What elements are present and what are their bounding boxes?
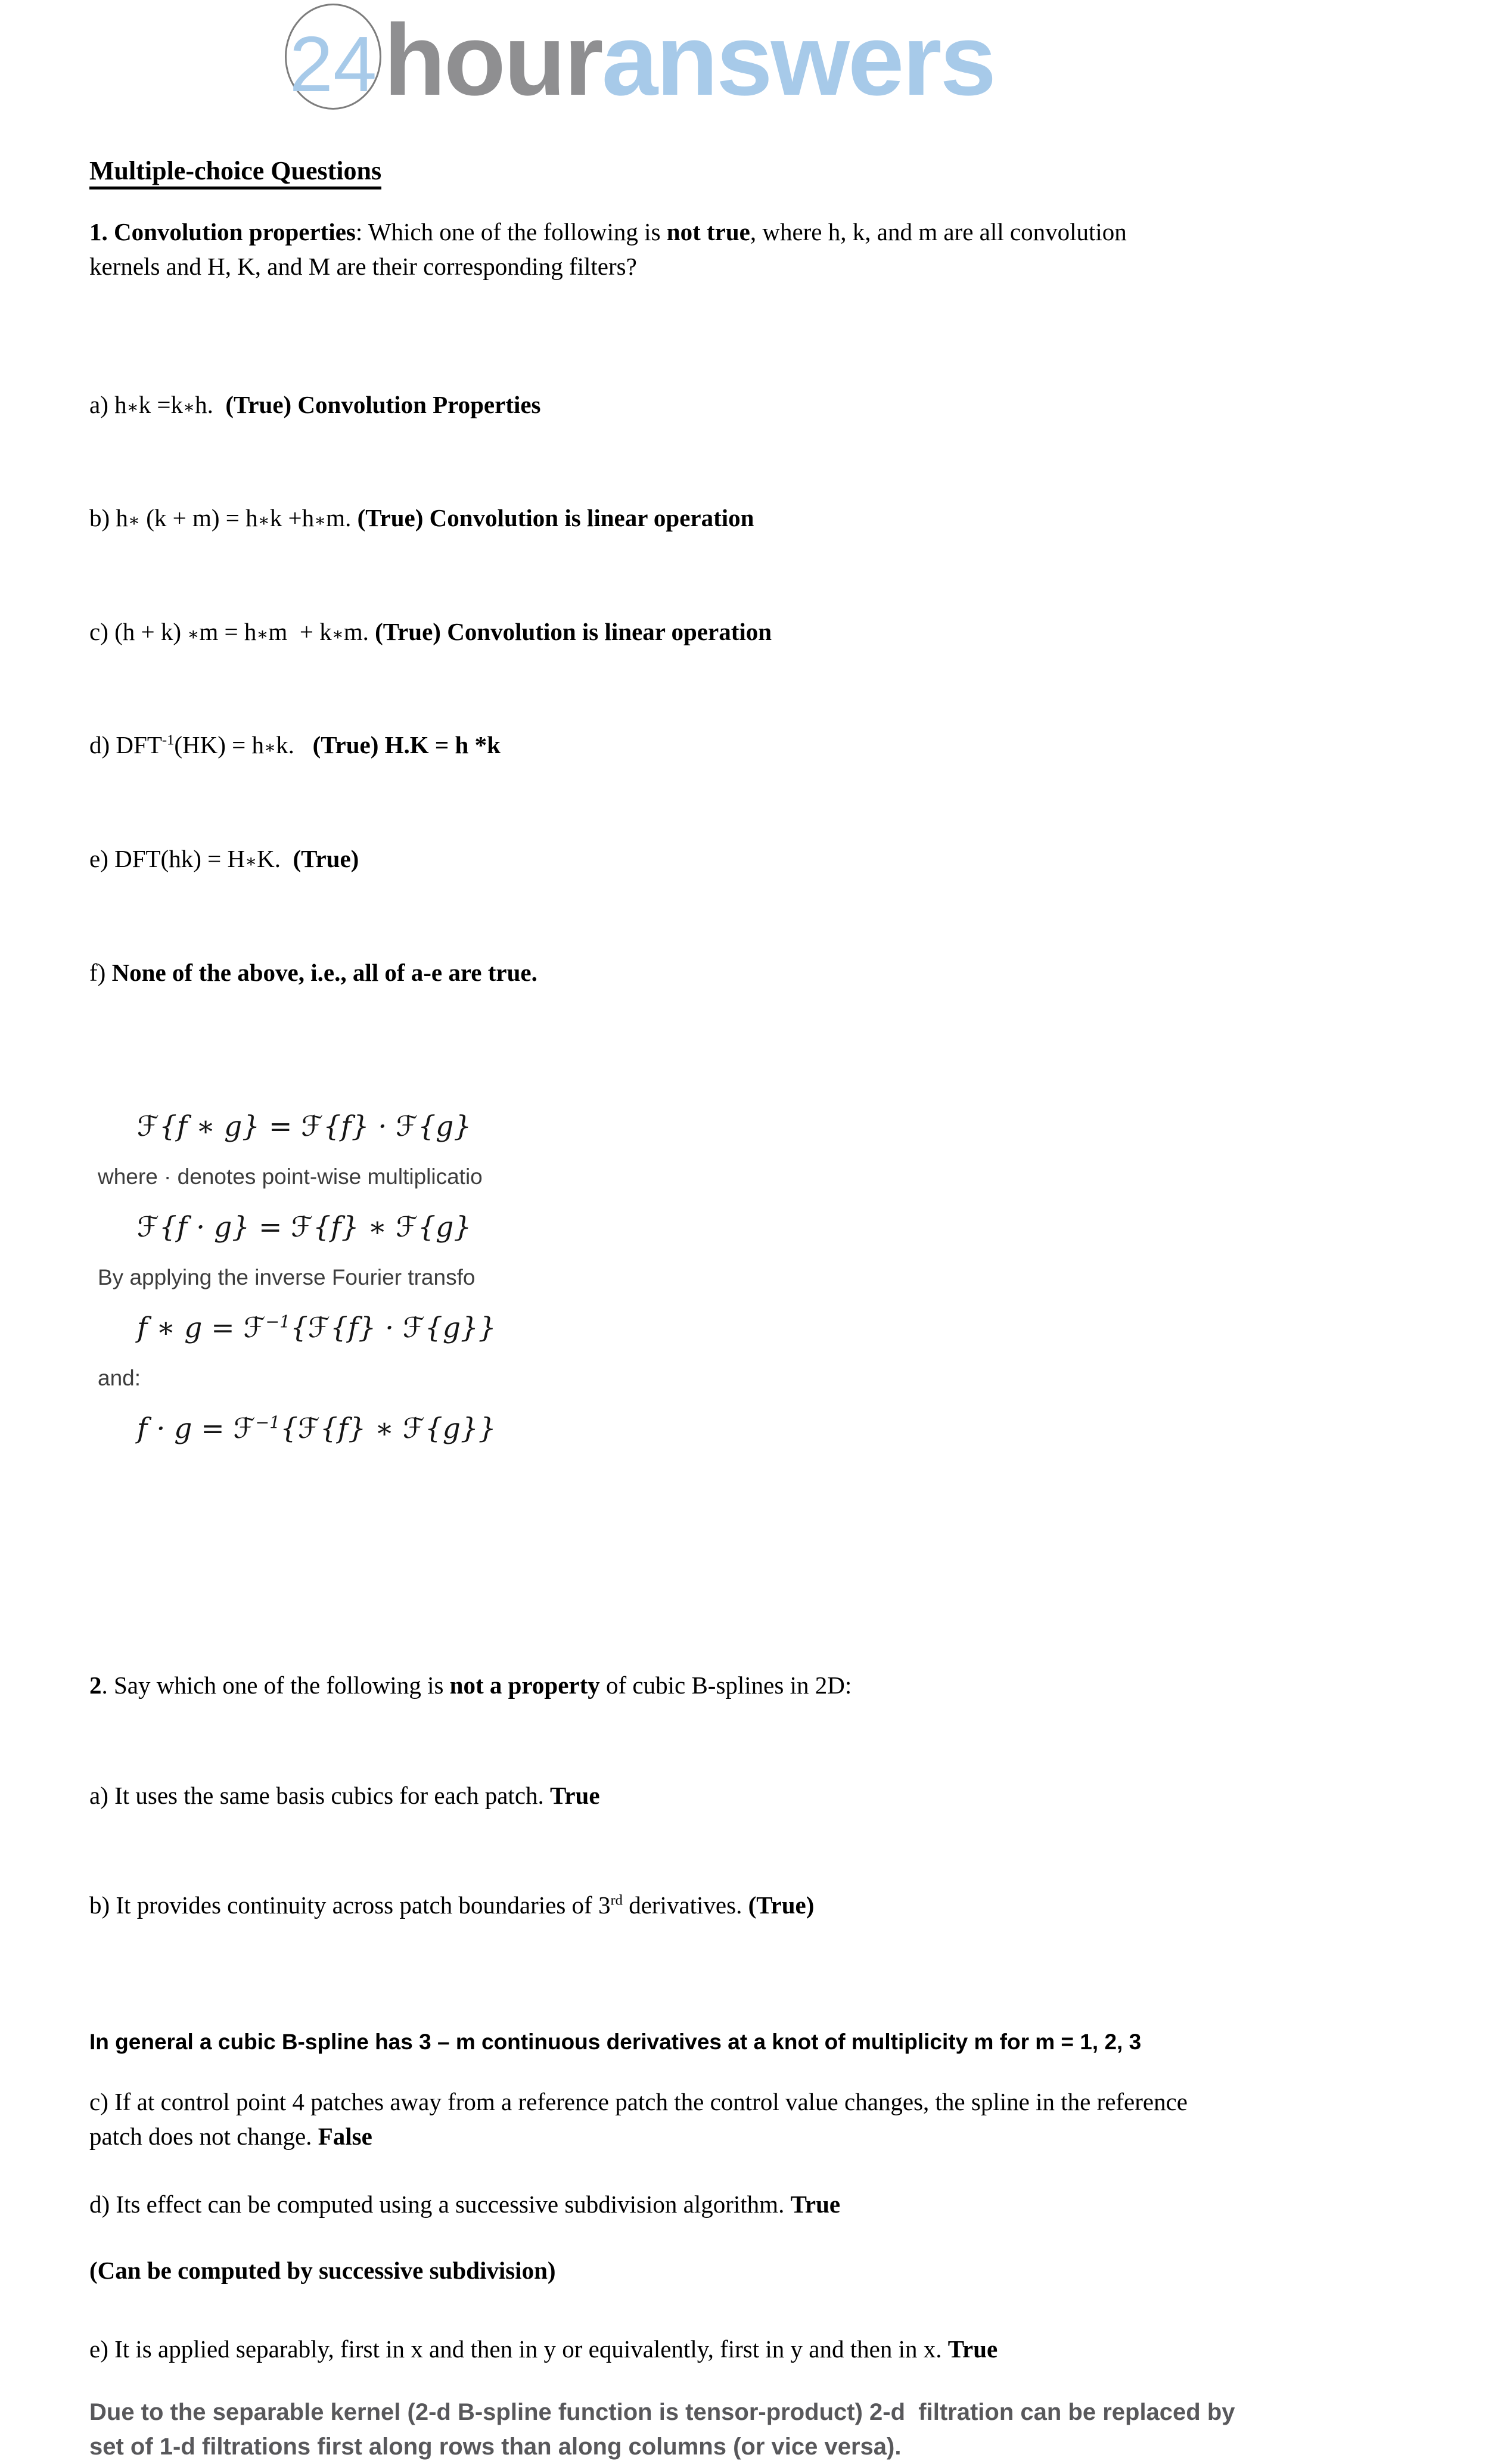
logo-row (285, 0, 995, 117)
q1-option-a: a) h∗k =k∗h. (True) Convolution Properties (89, 390, 541, 418)
question2-intro: 2. Say which one of the following is not a property of cubic B-splines in 2D: (89, 1671, 852, 1699)
q1-option-c: c) (h + k) ∗m = h∗m + k∗m. (True) Convolution is linear operation (89, 617, 772, 645)
question2-block (89, 1594, 1409, 1997)
logo-24-text: 24 (289, 20, 377, 108)
page-title-text: Multiple-choice Questions (89, 156, 381, 189)
formula-inverse-convolution: f ∗ g = ℱ$^{-1}${ℱ{f} · ℱ{g}} (137, 1312, 496, 1345)
logo-answers-text: answers (601, 4, 995, 117)
logo (89, 0, 1409, 122)
q2-option-c: c) If at control point 4 patches away from a reference patch the control value changes, the spline in the reference patch does not change. False (89, 2087, 1188, 2151)
q2-option-b: b) It provides continuity across patch boundaries of 3rd derivatives. (True) (89, 1891, 815, 1919)
q2-separable-note: Due to the separable kernel (2-d B-spline function is tensor-product) 2-d filtration can be replaced by set of 1-d filtrations first along rows than along columns (or vice versa). (89, 2398, 1235, 2460)
formula-convolution-theorem: ℱ{f ∗ g} = ℱ{f} · ℱ{g} (137, 1110, 472, 1144)
math-note-pointwise: where · denotes point-wise multiplicatio (98, 1164, 483, 1189)
fourier-math-figure (89, 1110, 1409, 1445)
q2-option-d: d) Its effect can be computed using a successive subdivision algorithm. True (89, 2190, 841, 2218)
logo-hour-text: hour (384, 4, 602, 117)
q2-subdivision-note: (Can be computed by successive subdivision) (89, 2256, 556, 2284)
question1-intro: 1. Convolution properties: Which one of the following is not true, where h, k, and m are all convolution kernels and H, K, and M are their corresponding filters? (89, 218, 1127, 281)
q1-option-d: d) $DFT^{-1}(HK)$ = h∗k. (True) H.K = h *k (89, 731, 501, 759)
math-note-and: and: (98, 1366, 141, 1391)
q2-option-e: e) It is applied separably, first in x and then in y or equivalently, first in y and then in x. True (89, 2335, 998, 2363)
q1-option-e: e) DFT(hk) = H∗K. (True) (89, 845, 359, 873)
q1-option-b: b) h∗ (k + m) = h∗k +h∗m. (True) Convolution is linear operation (89, 504, 754, 532)
page-title (89, 156, 1409, 186)
q2-option-a: a) It uses the same basis cubics for each patch. True (89, 1781, 600, 1809)
q1-option-f: f) None of the above, i.e., all of a-e are true. (89, 958, 537, 986)
formula-dual-theorem: ℱ{f · g} = ℱ{f} ∗ ℱ{g} (137, 1211, 472, 1244)
logo-circle-icon (285, 4, 381, 110)
q2-general-note: In general a cubic B-spline has 3 – m continuous derivatives at a knot of multiplicity m for m = 1, 2, 3 (89, 2029, 1142, 2054)
logo-wordmark (384, 4, 995, 117)
formula-inverse-product: f · g = ℱ$^{-1}${ℱ{f} ∗ ℱ{g}} (137, 1412, 496, 1446)
question1-options (89, 310, 1409, 1067)
math-note-inverse: By applying the inverse Fourier transfo (98, 1265, 476, 1290)
